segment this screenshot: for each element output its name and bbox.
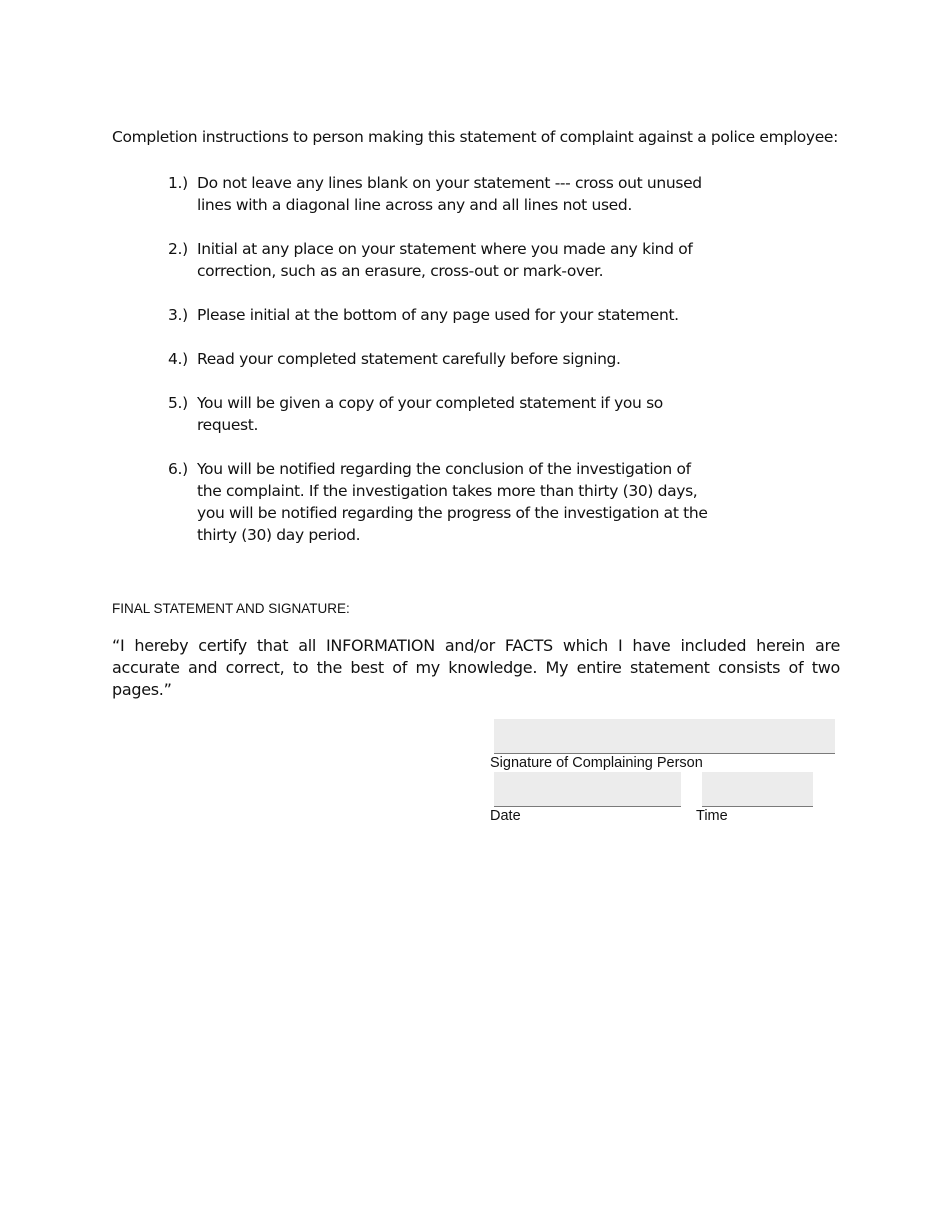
list-item: [168, 458, 728, 546]
item-number: 1.): [168, 174, 188, 192]
list-item: [168, 238, 728, 282]
date-field[interactable]: [494, 772, 681, 807]
item-line: correction, such as an erasure, cross-out or mark-over.: [197, 262, 604, 280]
item-line: you will be notified regarding the progress of the investigation at the: [197, 504, 708, 522]
final-statement-heading: FINAL STATEMENT AND SIGNATURE:: [112, 601, 350, 616]
item-line: Initial at any place on your statement where you made any kind of: [197, 240, 693, 258]
item-number: 5.): [168, 394, 188, 412]
list-item: [168, 348, 728, 370]
list-item: [168, 392, 728, 436]
signature-field[interactable]: [494, 719, 835, 754]
item-text: [197, 348, 728, 370]
item-line: Please initial at the bottom of any page used for your statement.: [197, 306, 679, 324]
item-line: You will be notified regarding the conclusion of the investigation of: [197, 460, 691, 478]
date-label: Date: [490, 808, 521, 824]
item-number: 6.): [168, 460, 188, 478]
item-text: [197, 392, 728, 436]
item-number: 4.): [168, 350, 188, 368]
time-label: Time: [696, 808, 728, 824]
instructions-intro: Completion instructions to person making this statement of complaint against a police employee:: [112, 128, 838, 146]
list-item: [168, 304, 728, 326]
item-number: 2.): [168, 240, 188, 258]
item-line: request.: [197, 416, 259, 434]
time-field[interactable]: [702, 772, 813, 807]
item-line: the complaint. If the investigation takes more than thirty (30) days,: [197, 482, 698, 500]
list-item: [168, 172, 728, 216]
item-text: [197, 458, 728, 546]
item-text: [197, 172, 728, 216]
item-text: [197, 304, 728, 326]
item-line: lines with a diagonal line across any and all lines not used.: [197, 196, 632, 214]
instructions-list: [168, 172, 728, 568]
item-text: [197, 238, 728, 282]
item-line: You will be given a copy of your completed statement if you so: [197, 394, 663, 412]
item-line: Read your completed statement carefully before signing.: [197, 350, 621, 368]
item-line: thirty (30) day period.: [197, 526, 361, 544]
item-number: 3.): [168, 306, 188, 324]
signature-label: Signature of Complaining Person: [490, 755, 703, 771]
item-line: Do not leave any lines blank on your statement --- cross out unused: [197, 174, 702, 192]
certification-text: “I hereby certify that all INFORMATION and/or FACTS which I have included herein are accurate and correct, to the best of my knowledge. My entire statement consists of two pages.”: [112, 636, 840, 699]
